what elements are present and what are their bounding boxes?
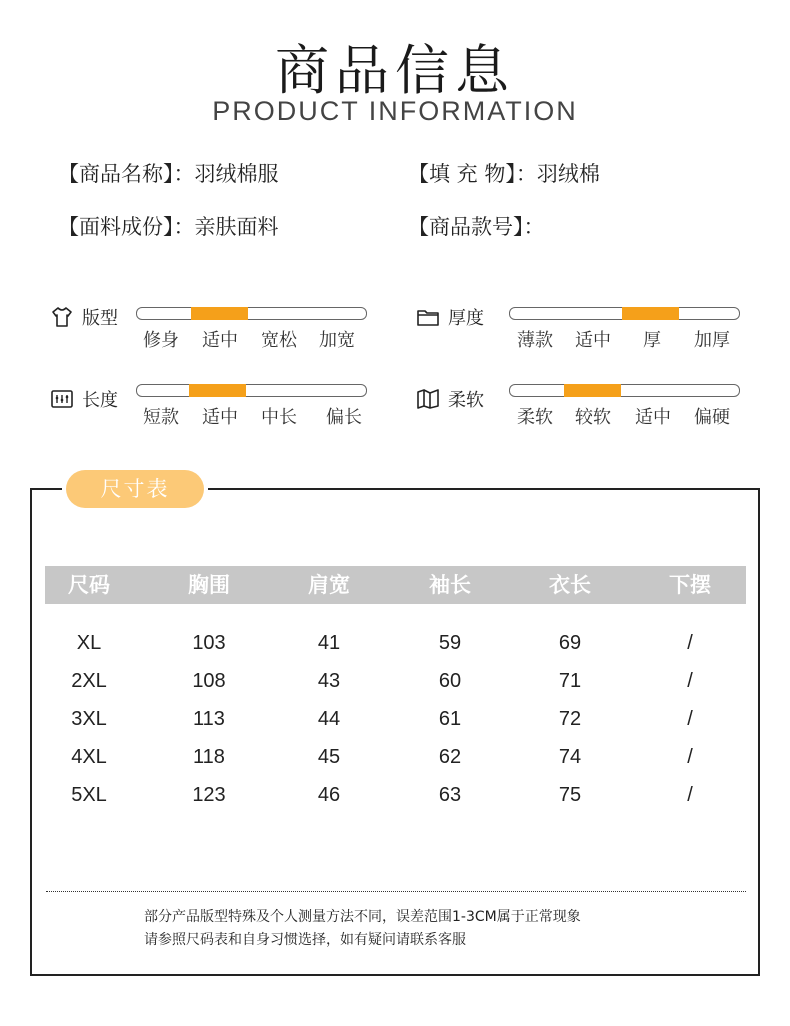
cell-hem: / [687,670,693,692]
header-chest: 胸围 [188,573,230,597]
attr-length [50,386,118,412]
cell-sleeve: 63 [438,784,462,806]
attr-fit-level [191,307,248,320]
attr-softness-scale [509,384,740,397]
attr-length-label: 长度 [82,390,118,411]
cell-chest: 113 [193,708,225,730]
attr-length-tick: 中长 [261,407,297,428]
cell-sleeve: 61 [438,708,462,730]
cell-sleeve: 62 [438,746,462,768]
cell-shoulder: 46 [317,784,341,806]
cell-sleeve: 60 [438,670,462,692]
attr-length-tick: 偏长 [326,407,362,428]
attr-length-scale [136,384,367,397]
attr-thickness-level [622,307,679,320]
header-hem: 下摆 [669,573,711,597]
cell-shoulder: 44 [317,708,341,730]
attr-thickness-scale [509,307,740,320]
header-size: 尺码 [68,573,110,597]
cell-hem: / [687,708,693,730]
cell-chest: 103 [192,632,226,654]
note-line-1: 部分产品版型特殊及个人测量方法不同，误差范围1-3CM属于正常现象 [144,909,581,925]
cell-length: 71 [558,670,582,692]
ruler-icon [50,387,74,411]
page-subtitle: PRODUCT INFORMATION [212,96,578,126]
cell-shoulder: 45 [317,746,341,768]
attr-softness-tick: 柔软 [517,407,553,428]
cell-length: 69 [558,632,582,654]
page-title: 商品信息 [275,39,515,102]
attr-length-tick: 短款 [143,407,179,428]
attr-softness-tick: 适中 [635,407,671,428]
cell-size: 2XL [71,670,107,692]
attr-fit-scale [136,307,367,320]
cell-length: 75 [558,784,582,806]
attr-softness-tick: 偏硬 [694,407,730,428]
cell-hem: / [687,784,693,806]
attr-thickness-label: 厚度 [448,308,484,329]
product-filling: 【填 充 物】：羽绒棉 [408,162,600,186]
note-line-2: 请参照尺码表和自身习惯选择，如有疑问请联系客服 [144,932,466,948]
cell-size: 4XL [71,746,107,768]
size-chart-tab: 尺寸表 [66,470,204,508]
attr-softness-tick: 较软 [575,407,611,428]
cell-chest: 118 [193,746,225,768]
divider [46,891,746,892]
attr-thickness-tick: 适中 [575,330,611,351]
attr-softness [416,386,484,412]
size-table-header [45,566,746,604]
attr-fit-tick: 修身 [143,330,179,351]
attr-thickness-tick: 加厚 [694,330,730,351]
attr-fit-tick: 适中 [202,330,238,351]
attr-fit-label: 版型 [82,308,118,329]
cell-size: XL [76,632,102,654]
tshirt-icon [50,305,74,329]
cell-chest: 123 [192,784,226,806]
attr-thickness-tick: 厚 [643,330,661,351]
cell-size: 3XL [71,708,107,730]
attr-fit [50,304,118,330]
attr-thickness-tick: 薄款 [517,330,553,351]
cell-shoulder: 43 [317,670,341,692]
attr-softness-label: 柔软 [448,390,484,411]
cell-shoulder: 41 [317,632,341,654]
folder-icon [416,305,440,329]
product-name: 【商品名称】：羽绒棉服 [58,162,279,186]
attr-length-tick: 适中 [202,407,238,428]
product-model-no: 【商品款号】： [408,215,545,239]
cell-hem: / [687,632,693,654]
cell-length: 72 [558,708,582,730]
product-fabric: 【面料成份】：亲肤面料 [58,215,279,239]
cell-hem: / [687,746,693,768]
header-shoulder: 肩宽 [308,573,350,597]
cell-length: 74 [558,746,582,768]
size-chart-frame [30,488,760,976]
attr-length-level [189,384,246,397]
attr-fit-tick: 加宽 [319,330,355,351]
attr-thickness [416,304,484,330]
cell-sleeve: 59 [438,632,462,654]
attr-softness-level [564,384,621,397]
cell-size: 5XL [71,784,107,806]
cell-chest: 108 [192,670,226,692]
header-length: 衣长 [549,573,591,597]
book-icon [416,387,440,411]
attr-fit-tick: 宽松 [261,330,297,351]
header-sleeve: 袖长 [429,573,471,597]
